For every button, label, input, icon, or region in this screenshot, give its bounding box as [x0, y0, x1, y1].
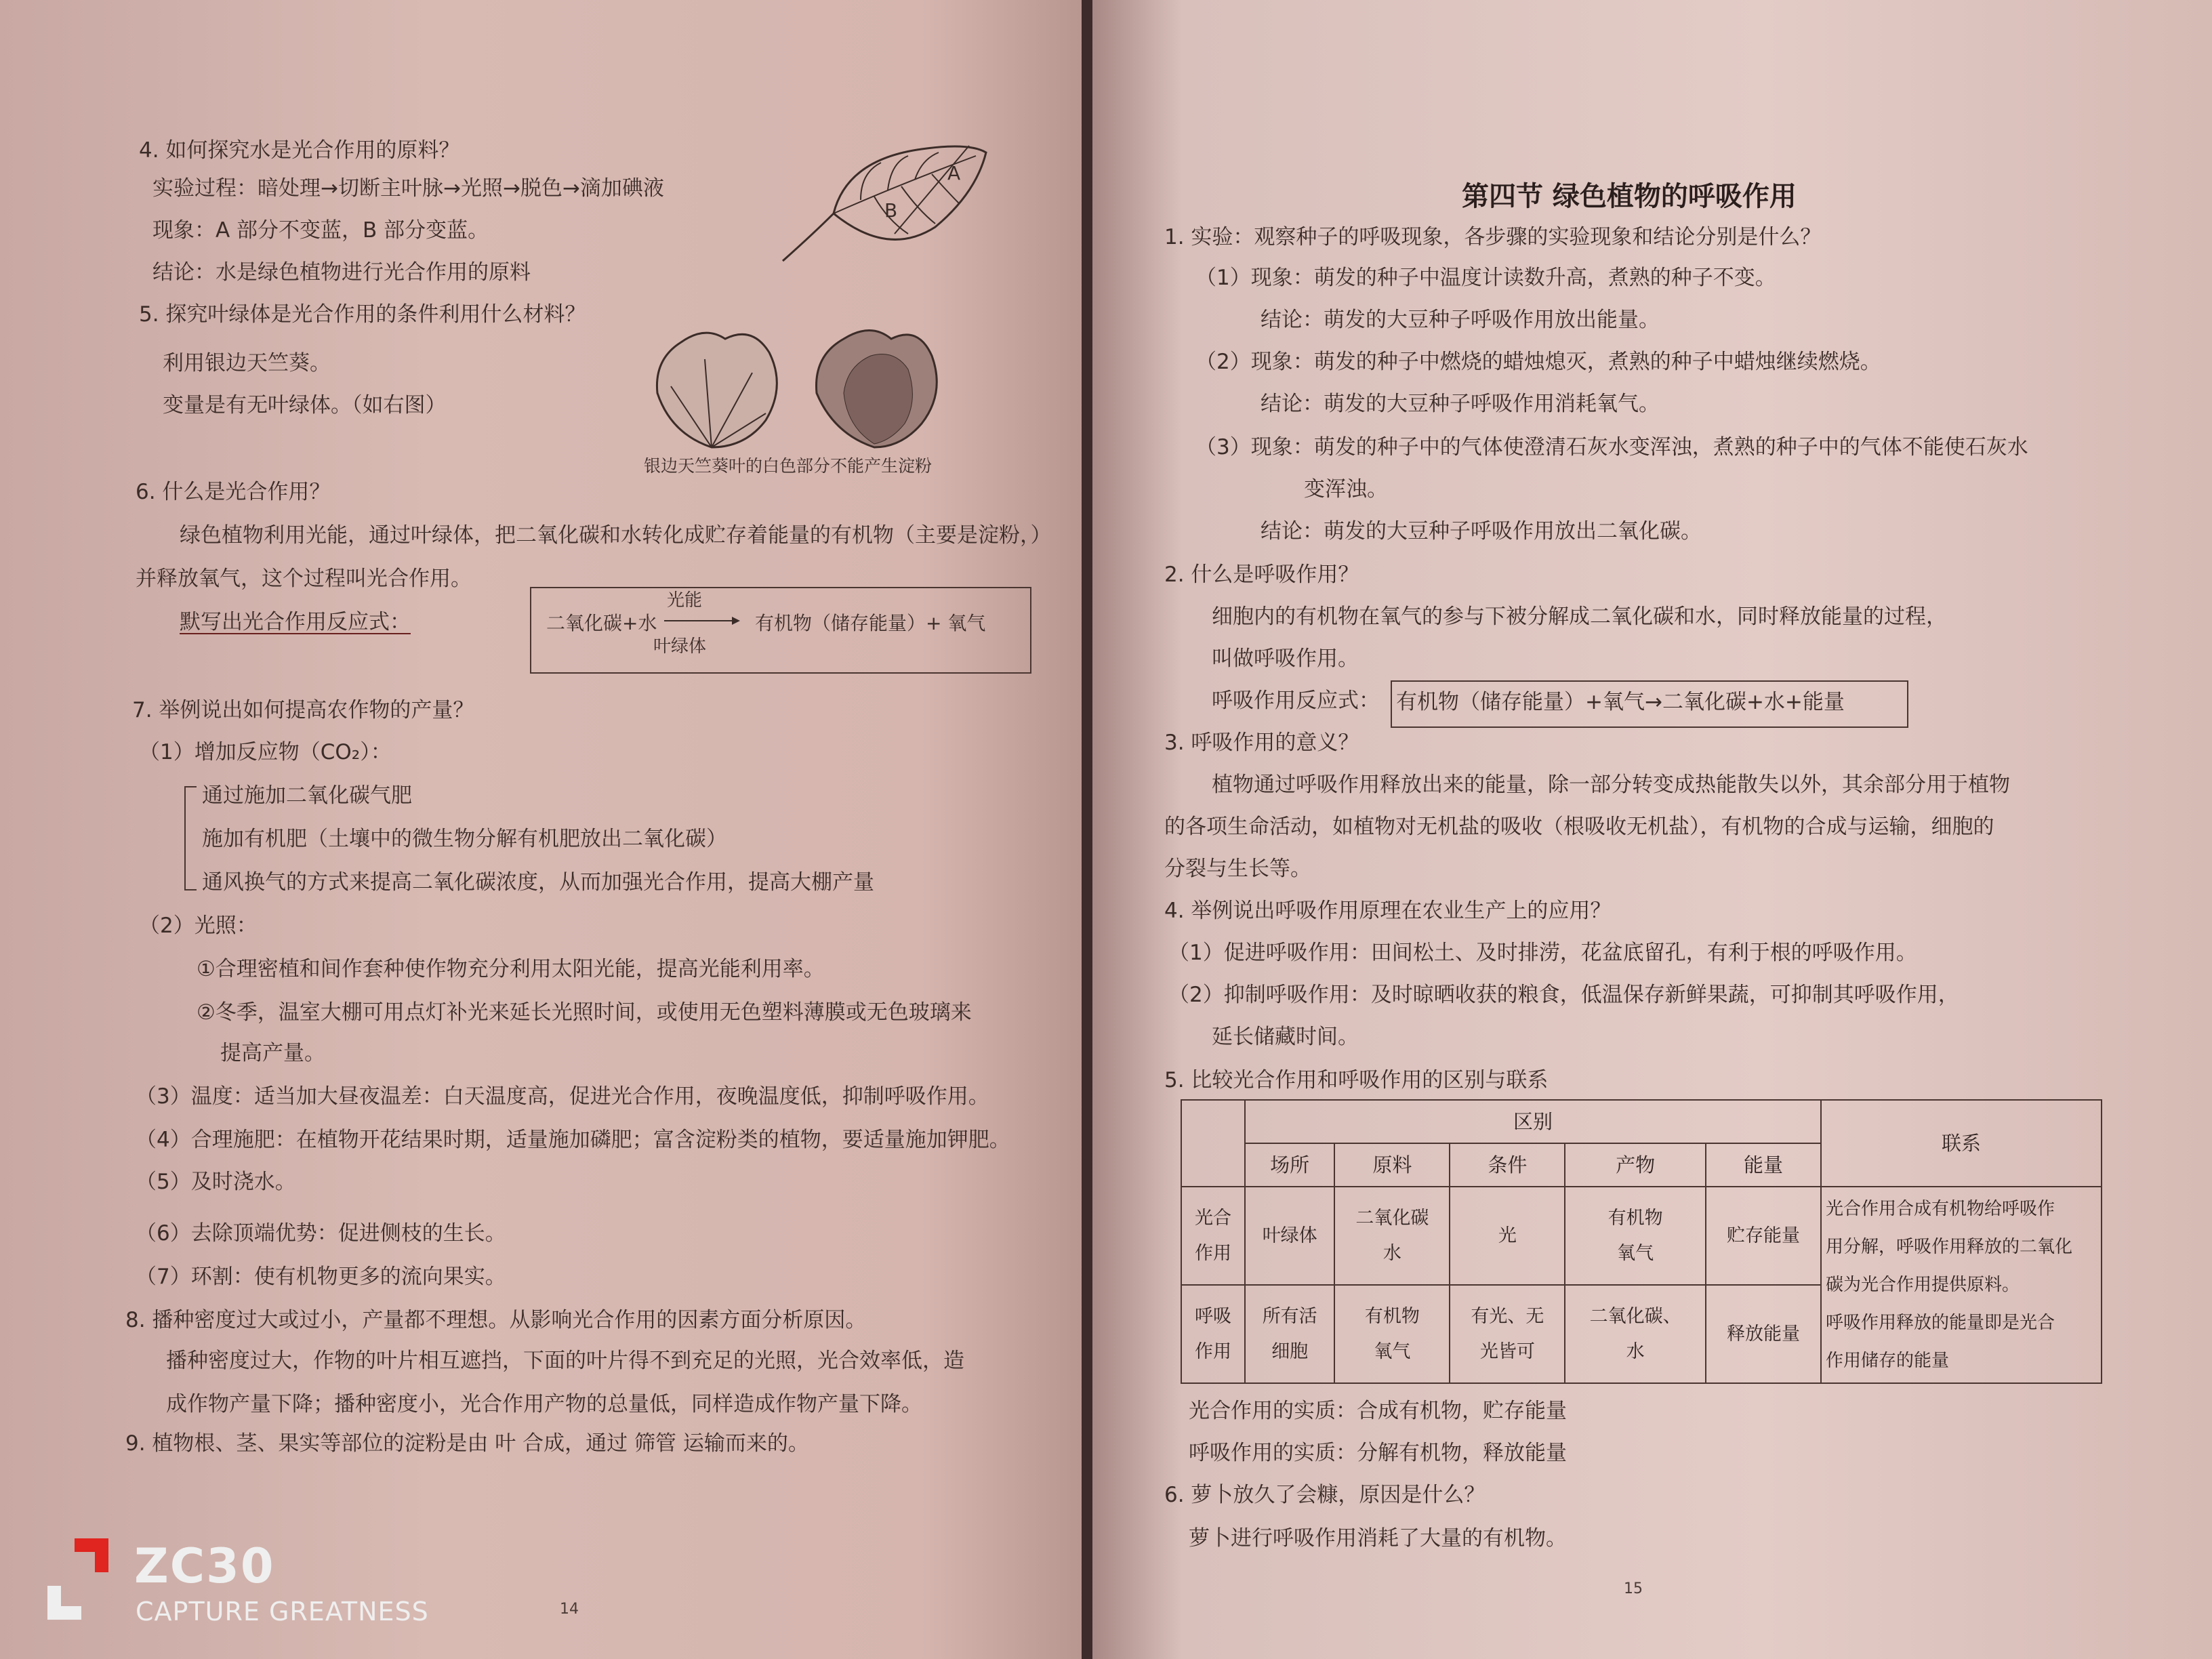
comparison-table	[1181, 1099, 2102, 1384]
row-respiration-raw	[1334, 1285, 1450, 1383]
table-corner	[1181, 1100, 1245, 1143]
q7-question: 7. 举例说出如何提高农作物的产量？	[132, 698, 474, 722]
q7-sub2-a: ①合理密植和间作套种使作物充分利用太阳光能，提高光能利用率。	[197, 957, 825, 981]
r-q5-question: 5. 比较光合作用和呼吸作用的区别与联系	[1164, 1068, 1549, 1092]
q7-sub1-b: 施加有机肥（土壤中的微生物分解有机肥放出二氧化碳）	[202, 827, 727, 851]
table-link-cell	[1821, 1187, 2102, 1383]
row-photosynthesis-name	[1181, 1187, 1245, 1285]
q5-material: 利用银边天竺葵。	[163, 351, 331, 375]
link-line: 呼吸作用释放的能量即是光合	[1826, 1313, 2055, 1333]
formula-products: 有机物（储存能量）+ 氧气	[755, 612, 986, 634]
r-q4-question: 4. 举例说出呼吸作用原理在农业生产上的应用？	[1164, 899, 1612, 923]
q7-sub5: （5）及时浇水。	[136, 1170, 296, 1194]
table-header-diff: 区别	[1245, 1100, 1821, 1143]
r-q6-question: 6. 萝卜放久了会糠，原因是什么？	[1164, 1483, 1486, 1507]
leaf-label-b: B	[884, 199, 898, 222]
q8-answer-1: 播种密度过大，作物的叶片相互遮挡，下面的叶片得不到充足的光照，光合效率低，造	[166, 1349, 964, 1373]
q7-sub3: （3）温度：适当加大昼夜温差：白天温度高，促进光合作用，夜晚温度低，抑制呼吸作用。	[136, 1084, 989, 1109]
r-q3-answer-2: 的各项生命活动，如植物对无机盐的吸收（根吸收无机盐），有机物的合成与运输，细胞的	[1164, 815, 1994, 839]
q7-sub2-c: 提高产量。	[220, 1041, 325, 1065]
q9-question: 9. 植物根、茎、果实等部位的淀粉是由 叶 合成，通过 筛管 运输而来的。	[125, 1431, 809, 1456]
row-name-line: 作用	[1195, 1340, 1231, 1362]
cell-line: 水	[1626, 1340, 1645, 1362]
q5-question: 5. 探究叶绿体是光合作用的条件利用什么材料？	[139, 302, 586, 327]
row-photosynthesis-energy: 贮存能量	[1706, 1187, 1821, 1285]
r-q1-p1: （1）现象：萌发的种子中温度计读数升高，煮熟的种子不变。	[1195, 266, 1776, 290]
table-col-raw: 原料	[1334, 1143, 1450, 1187]
r-q2-answer-2: 叫做呼吸作用。	[1212, 647, 1359, 671]
q7-sub2-b: ②冬季，温室大棚可用点灯补光来延长光照时间，或使用无色塑料薄膜或无色玻璃来	[197, 1000, 972, 1025]
r-q1-p2: （2）现象：萌发的种子中燃烧的蜡烛熄灭，煮熟的种子中蜡烛继续燃烧。	[1195, 350, 1881, 374]
r-q5-essence-1: 光合作用的实质：合成有机物，贮存能量	[1189, 1399, 1567, 1423]
cell-line: 水	[1382, 1242, 1401, 1264]
r-q1-c2: 结论：萌发的大豆种子呼吸作用消耗氧气。	[1261, 392, 1660, 416]
cell-line: 所有活	[1262, 1305, 1317, 1327]
r-q3-question: 3. 呼吸作用的意义？	[1164, 731, 1359, 755]
leaf-illustration	[773, 132, 1003, 268]
row-respiration-cond	[1450, 1285, 1565, 1383]
row-photosynthesis-raw	[1334, 1187, 1450, 1285]
q4-phenomenon: 现象：A 部分不变蓝，B 部分变蓝。	[152, 218, 489, 243]
left-page	[0, 0, 1084, 1659]
q6-definition-1: 绿色植物利用光能，通过叶绿体，把二氧化碳和水转化成贮存着能量的有机物（主要是淀粉，）	[180, 523, 1052, 548]
row-name-line: 呼吸	[1195, 1305, 1231, 1327]
q7-sub1-a: 通过施加二氧化碳气肥	[202, 783, 412, 808]
r-q4-answer-1: （1）促进呼吸作用：田间松土、及时排涝，花盆底留孔，有利于根的呼吸作用。	[1168, 941, 1917, 965]
q7-sub1: （1）增加反应物（CO₂）：	[139, 740, 392, 764]
q6-question: 6. 什么是光合作用？	[136, 480, 331, 504]
r-q3-answer-3: 分裂与生长等。	[1164, 857, 1311, 881]
link-line: 用分解，呼吸作用释放的二氧化	[1826, 1237, 2073, 1257]
formula-reactants: 二氧化碳+水	[546, 612, 657, 634]
q8-answer-2: 成作物产量下降；播种密度小，光合作用产物的总量低，同样造成作物产量下降。	[166, 1392, 922, 1416]
table-col-place: 场所	[1245, 1143, 1334, 1187]
section-title: 第四节 绿色植物的呼吸作用	[1462, 181, 1797, 212]
r-q1-p3: （3）现象：萌发的种子中的气体使澄清石灰水变浑浊，煮熟的种子中的气体不能使石灰水	[1195, 435, 2028, 459]
cell-line: 有机物	[1607, 1207, 1663, 1229]
r-q2-question: 2. 什么是呼吸作用？	[1164, 562, 1359, 587]
r-q3-answer-1: 植物通过呼吸作用释放出来的能量，除一部分转变成热能散失以外，其余部分用于植物	[1212, 773, 2010, 797]
cell-line: 光皆可	[1479, 1340, 1535, 1362]
link-line: 作用储存的能量	[1826, 1351, 1950, 1371]
row-photosynthesis-place: 叶绿体	[1245, 1187, 1334, 1285]
q5-variable: 变量是有无叶绿体。（如右图）	[163, 393, 447, 417]
right-page	[1092, 0, 2212, 1659]
row-respiration-energy: 释放能量	[1706, 1285, 1821, 1383]
row-name-line: 作用	[1195, 1242, 1231, 1264]
r-q4-answer-2: （2）抑制呼吸作用：及时晾晒收获的粮食，低温保存新鲜果蔬，可抑制其呼吸作用，	[1168, 983, 1959, 1007]
r-q2-answer-1: 细胞内的有机物在氧气的参与下被分解成二氧化碳和水，同时释放能量的过程，	[1212, 605, 1947, 629]
watermark-title: ZC30	[134, 1538, 275, 1594]
cell-line: 有机物	[1364, 1305, 1420, 1327]
r-q4-answer-3: 延长储藏时间。	[1212, 1025, 1359, 1049]
row-name-line: 光合	[1195, 1207, 1231, 1229]
row-photosynthesis-prod	[1565, 1187, 1706, 1285]
cell-line: 二氧化碳、	[1589, 1305, 1681, 1327]
r-q2-formula-label: 呼吸作用反应式：	[1212, 689, 1380, 713]
cell-line: 有光、无	[1471, 1305, 1544, 1327]
q7-sub1-c: 通风换气的方式来提高二氧化碳浓度，从而加强光合作用，提高大棚产量	[202, 870, 874, 895]
formula-condition-top: 光能	[667, 590, 703, 611]
photosynthesis-formula-box	[530, 587, 1031, 674]
link-line: 碳为光合作用提供原料。	[1826, 1275, 2020, 1295]
leaf-label-a: A	[947, 162, 961, 184]
table-corner-lower	[1181, 1143, 1245, 1187]
q7-sub4: （4）合理施肥：在植物开花结果时期，适量施加磷肥；富含淀粉类的植物，要适量施加钾肥。	[136, 1128, 1010, 1152]
table-row	[1181, 1187, 2102, 1285]
cell-line: 氧气	[1374, 1340, 1411, 1362]
table-col-energy: 能量	[1706, 1143, 1821, 1187]
q5-caption: 银边天竺葵叶的白色部分不能产生淀粉	[644, 456, 933, 476]
page-number-left: 14	[560, 1601, 579, 1618]
q4-conclusion: 结论：水是绿色植物进行光合作用的原料	[152, 260, 531, 285]
r-q6-answer: 萝卜进行呼吸作用消耗了大量的有机物。	[1189, 1526, 1567, 1551]
formula-arrow	[664, 614, 740, 628]
respiration-formula-box	[1391, 680, 1908, 728]
cell-line: 氧气	[1617, 1242, 1654, 1264]
geranium-leaves-illustration	[644, 319, 956, 454]
watermark-subtitle: CAPTURE GREATNESS	[136, 1597, 429, 1626]
cell-line: 二氧化碳	[1355, 1207, 1429, 1229]
r-q1-question: 1. 实验：观察种子的呼吸现象，各步骤的实验现象和结论分别是什么？	[1164, 225, 1822, 249]
link-line: 光合作用合成有机物给呼吸作	[1826, 1199, 2055, 1219]
q6-formula-label: 默写出光合作用反应式：	[180, 610, 411, 634]
camera-logo-icon	[47, 1538, 108, 1620]
r-q1-c3: 结论：萌发的大豆种子呼吸作用放出二氧化碳。	[1261, 519, 1702, 544]
r-q1-c1: 结论：萌发的大豆种子呼吸作用放出能量。	[1261, 308, 1660, 332]
table-header-link: 联系	[1821, 1100, 2102, 1187]
cell-line: 细胞	[1271, 1340, 1309, 1362]
q7-sub7: （7）环割：使有机物更多的流向果实。	[136, 1265, 506, 1289]
table-col-prod: 产物	[1565, 1143, 1706, 1187]
q7-brace	[184, 786, 197, 890]
table-col-cond: 条件	[1450, 1143, 1565, 1187]
q6-definition-2: 并释放氧气，这个过程叫光合作用。	[136, 567, 472, 591]
row-respiration-prod	[1565, 1285, 1706, 1383]
page-number-right: 15	[1624, 1580, 1643, 1597]
q4-question: 4. 如何探究水是光合作用的原料？	[139, 138, 460, 163]
q7-sub2: （2）光照：	[139, 914, 258, 938]
r-q5-essence-2: 呼吸作用的实质：分解有机物，释放能量	[1189, 1441, 1567, 1465]
row-respiration-place	[1245, 1285, 1334, 1383]
row-photosynthesis-cond: 光	[1450, 1187, 1565, 1285]
q8-question: 8. 播种密度过大或过小，产量都不理想。从影响光合作用的因素方面分析原因。	[125, 1308, 867, 1332]
formula-condition-bottom: 叶绿体	[653, 636, 707, 657]
q7-sub6: （6）去除顶端优势：促进侧枝的生长。	[136, 1221, 506, 1246]
respiration-formula: 有机物（储存能量）+氧气→二氧化碳+水+能量	[1396, 690, 1845, 714]
row-respiration-name	[1181, 1285, 1245, 1383]
q4-process: 实验过程：暗处理→切断主叶脉→光照→脱色→滴加碘液	[152, 176, 664, 201]
r-q1-p3b: 变浑浊。	[1304, 477, 1388, 501]
